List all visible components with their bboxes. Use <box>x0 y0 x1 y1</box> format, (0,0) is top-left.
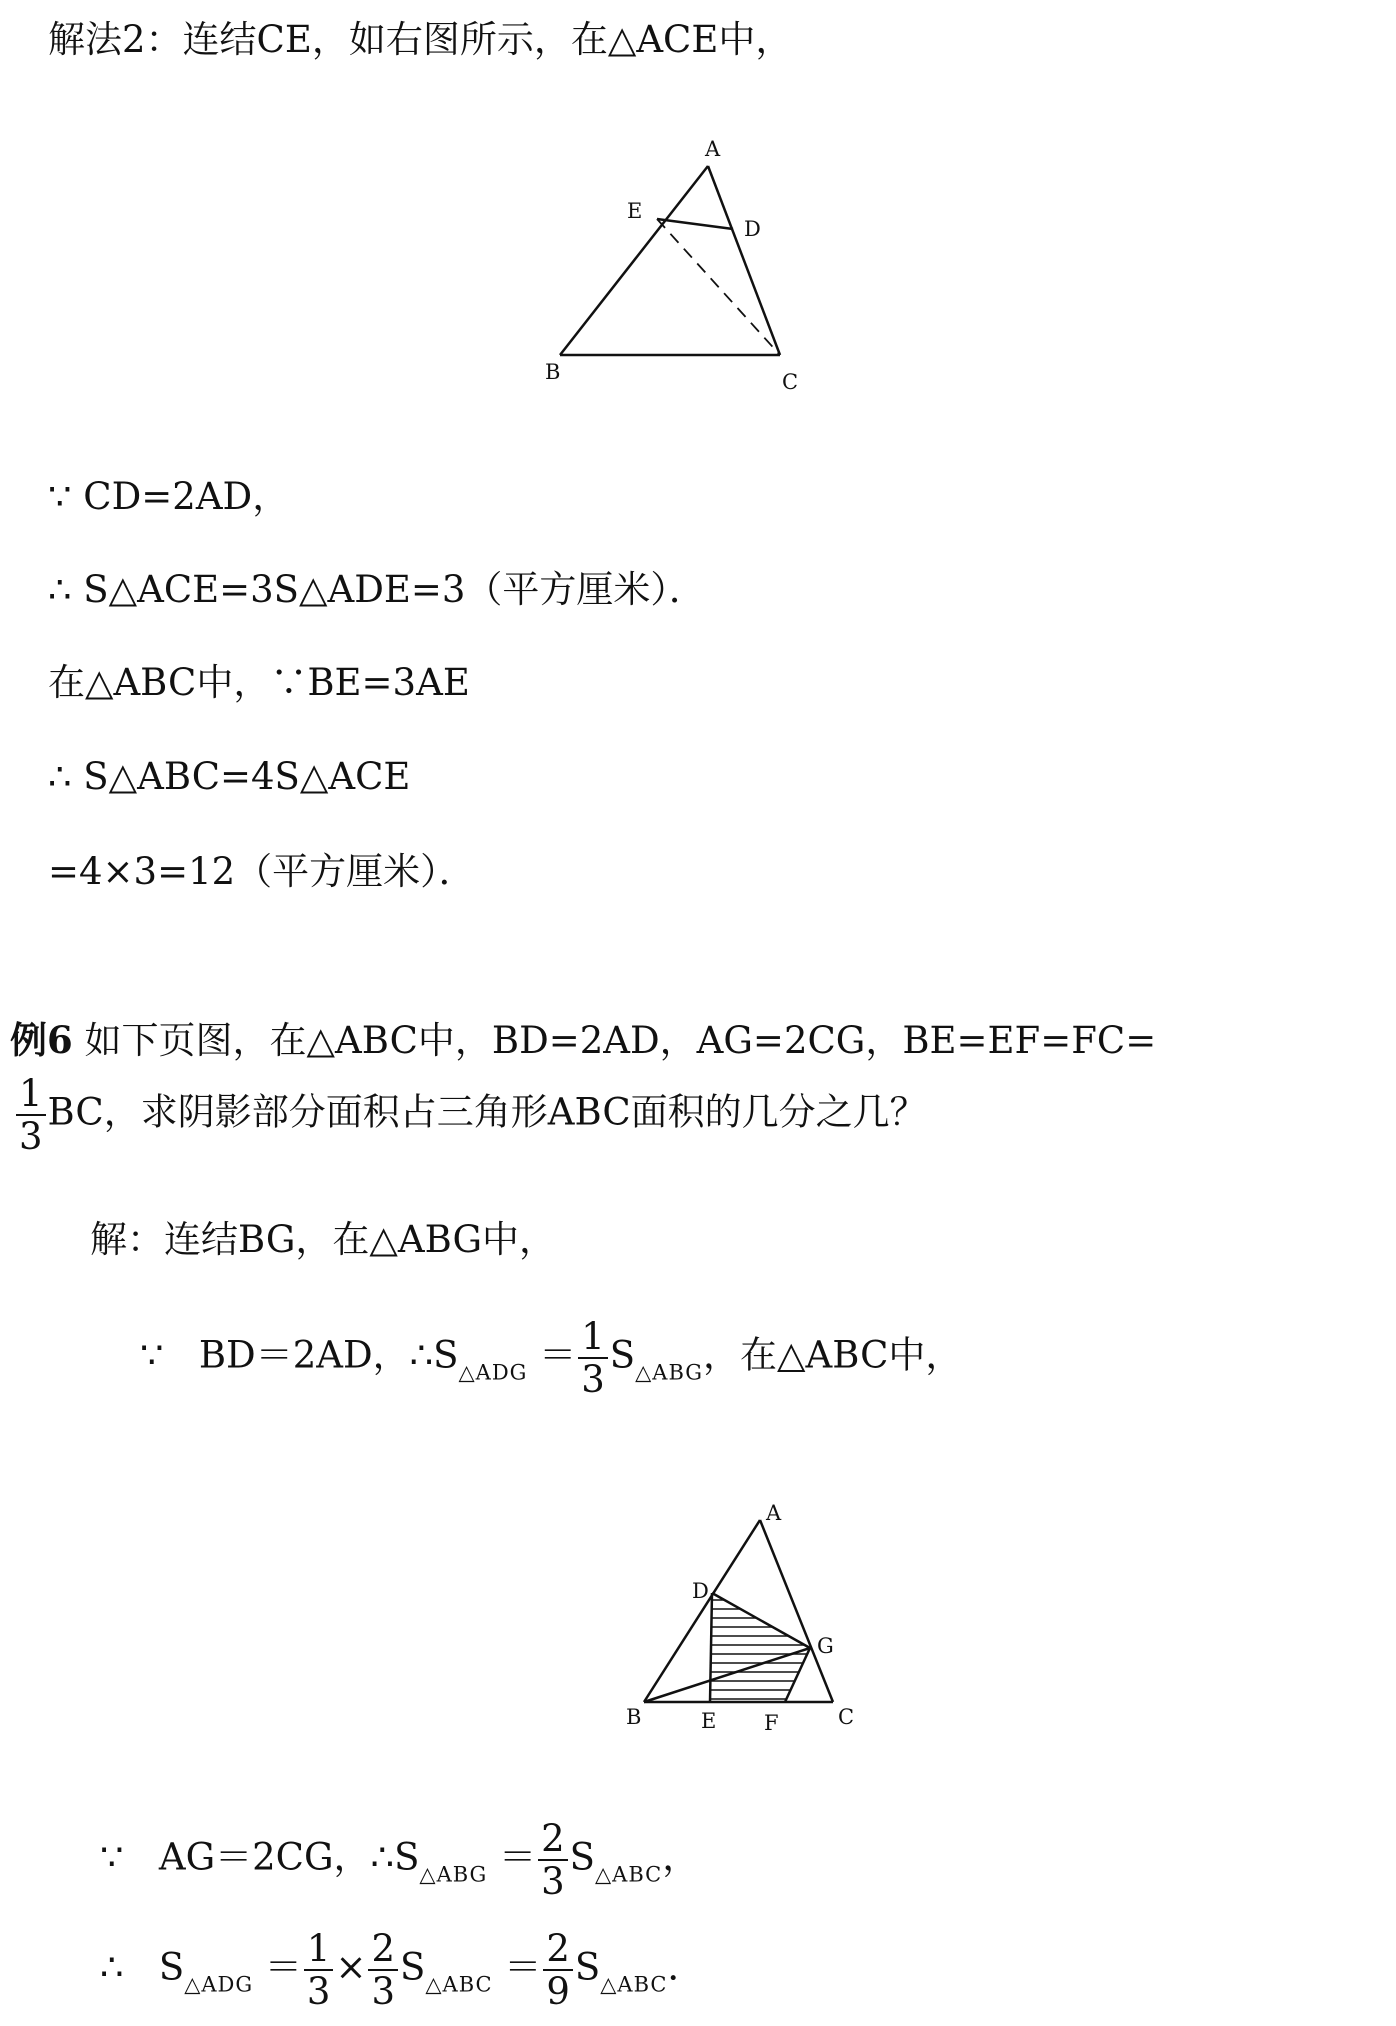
example6-label: 例6 <box>10 1018 73 1062</box>
eq1-lhs: BD＝2AD，∴S <box>198 1333 459 1377</box>
eq3-fraction-3 <box>543 1927 573 2013</box>
example6-problem-text: 如下页图，在△ABC中，BD=2AD，AG=2CG，BE=EF=FC= <box>84 1019 1157 1062</box>
eq3-den3: 9 <box>546 1970 570 2013</box>
solution-intro: 解：连结BG，在△ABG中， <box>90 1218 557 1261</box>
eq2-num: 2 <box>538 1820 568 1861</box>
triangle-figure-2 <box>600 1500 880 1740</box>
eq2-sub2: △ABC <box>595 1862 663 1887</box>
fraction-numerator: 1 <box>16 1075 46 1116</box>
fig1-label-d: D <box>744 217 761 241</box>
step-3: 在△ABC中，∵BE=3AE <box>48 661 470 704</box>
step-4: ∴ S△ABC=4S△ACE <box>48 755 411 798</box>
eq3-tail: ． <box>667 1945 705 1989</box>
eq2-equals: ＝ <box>499 1835 537 1879</box>
fig2-label-a: A <box>766 1501 782 1525</box>
eq3-equals-1: ＝ <box>264 1945 302 1989</box>
eq1-num: 1 <box>578 1318 608 1359</box>
eq1-tail: ，在△ABC中， <box>703 1333 963 1377</box>
eq3-sub3: △ABC <box>600 1972 668 1997</box>
eq2-den: 3 <box>541 1860 565 1903</box>
eq3-den2: 3 <box>371 1970 396 2013</box>
eq3-num3: 2 <box>543 1930 573 1971</box>
step-5: =4×3=12（平方厘米）． <box>48 850 476 893</box>
fraction-one-third <box>16 1072 46 1158</box>
eq3-sub2: △ABC <box>425 1972 493 1997</box>
fraction-denominator: 3 <box>19 1115 43 1158</box>
step-2: ∴ S△ACE=3S△ADE=3（平方厘米）． <box>48 568 706 611</box>
eq1-den: 3 <box>581 1358 605 1401</box>
eq1-sub2: △ABG <box>635 1360 704 1385</box>
eq1-equals: ＝ <box>539 1333 577 1377</box>
fig2-label-c: C <box>838 1705 855 1729</box>
fig1-label-c: C <box>782 370 799 394</box>
eq3-den1: 3 <box>306 1970 331 2013</box>
eq3-s3: S <box>574 1945 601 1989</box>
equation-3 <box>100 1927 705 2013</box>
fig2-label-e: E <box>701 1709 717 1733</box>
eq3-s2: S <box>400 1945 426 1989</box>
eq2-fraction <box>538 1817 568 1903</box>
fig2-label-g: G <box>817 1634 834 1658</box>
eq1-s2: S <box>609 1333 636 1377</box>
triangle-figure-1 <box>530 132 830 402</box>
example6-problem-line2 <box>14 1072 927 1158</box>
eq3-sub1: △ADG <box>184 1972 254 1997</box>
equation-1 <box>140 1315 963 1401</box>
fig2-label-b: B <box>626 1705 642 1729</box>
eq1-fraction <box>578 1315 608 1401</box>
eq3-fraction-1 <box>304 1927 334 2013</box>
example6-problem-line1 <box>10 1018 1156 1063</box>
eq3-num2: 2 <box>368 1930 398 1971</box>
eq2-lhs: AG＝2CG，∴S <box>158 1835 420 1879</box>
fig1-label-b: B <box>545 360 561 384</box>
eq3-s1: S <box>158 1945 185 1989</box>
eq2-tail: ， <box>662 1835 700 1879</box>
equation-2 <box>100 1817 700 1903</box>
eq3-fraction-2 <box>368 1927 398 2013</box>
eq3-num1: 1 <box>304 1930 334 1971</box>
because-symbol: ∵ <box>140 1333 164 1377</box>
step-1: ∵ CD=2AD， <box>48 475 290 518</box>
example6-problem-text-2: BC，求阴影部分面积占三角形ABC面积的几分之几？ <box>47 1090 927 1134</box>
eq2-s2: S <box>569 1835 596 1879</box>
fig1-label-e: E <box>627 199 643 223</box>
because-symbol-2: ∵ <box>100 1835 124 1879</box>
fig2-label-d: D <box>692 1579 709 1603</box>
eq3-equals-2: ＝ <box>504 1945 542 1989</box>
method2-heading: 解法2：连结CE，如右图所示，在△ACE中， <box>48 18 793 61</box>
eq3-times: × <box>335 1945 367 1989</box>
fig1-label-a: A <box>705 137 721 161</box>
eq2-sub1: △ABG <box>419 1862 488 1887</box>
therefore-symbol: ∴ <box>100 1945 124 1989</box>
eq1-sub1: △ADG <box>458 1360 528 1385</box>
fig2-label-f: F <box>764 1711 779 1735</box>
